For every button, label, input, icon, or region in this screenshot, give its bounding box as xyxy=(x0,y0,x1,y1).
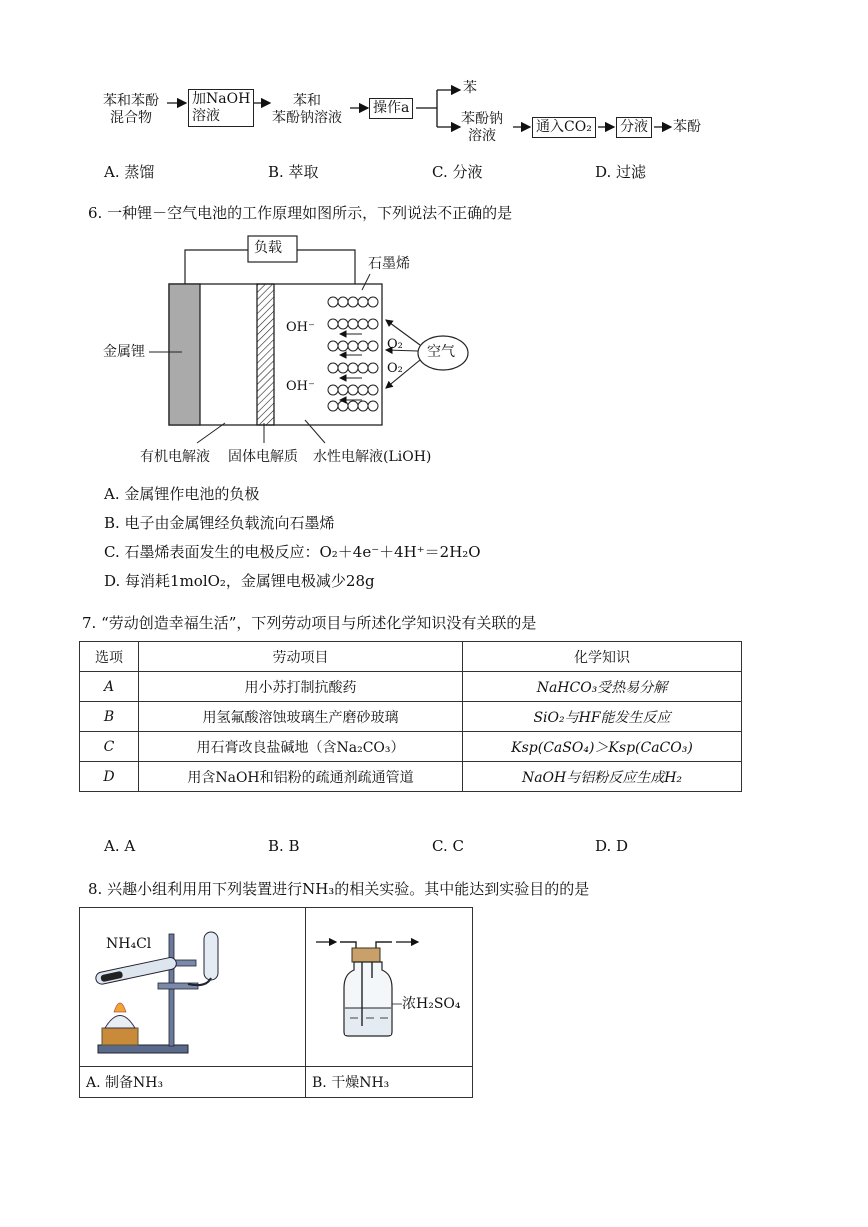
flow-box-co2: 通入CO₂ xyxy=(532,117,596,138)
flow-phenol-end: 苯酚 xyxy=(673,119,701,135)
q7-option-d[interactable]: D. D xyxy=(595,837,629,855)
row-knowledge: SiO₂与HF能发生反应 xyxy=(463,702,742,732)
q7-option-a[interactable]: A. A xyxy=(104,837,136,855)
q5-option-b[interactable]: B. 萃取 xyxy=(268,163,319,181)
aqueous-electrolyte-label: 水性电解液(LiOH) xyxy=(313,449,432,465)
q7-option-c[interactable]: C. C xyxy=(432,837,464,855)
row-labor: 用氢氟酸溶蚀玻璃生产磨砂玻璃 xyxy=(139,702,463,732)
organic-electrolyte-label: 有机电解液 xyxy=(140,449,210,465)
load-label: 负载 xyxy=(254,240,282,256)
flow-phenoxide-label: 苯酚钠 溶液 xyxy=(461,111,503,144)
caption-b[interactable]: B. 干燥NH₃ xyxy=(306,1067,473,1098)
metal-lithium-label: 金属锂 xyxy=(103,344,145,360)
flow-start-label: 苯和苯酚 混合物 xyxy=(103,93,159,126)
row-knowledge: NaHCO₃受热易分解 xyxy=(463,672,742,702)
o2-label-1: O₂ xyxy=(387,337,403,352)
air-label: 空气 xyxy=(427,344,455,360)
table-header-row xyxy=(80,642,742,672)
q7-table xyxy=(79,641,742,792)
q7-stem: 7. “劳动创造幸福生活”，下列劳动项目与所述化学知识没有关联的是 xyxy=(82,614,537,632)
table-row xyxy=(80,702,742,732)
caption-row xyxy=(80,1067,473,1098)
q5-option-a[interactable]: A. 蒸馏 xyxy=(104,163,155,181)
apparatus-a-cell[interactable] xyxy=(80,908,306,1067)
table-row xyxy=(80,672,742,702)
q6-option-c[interactable]: C. 石墨烯表面发生的电极反应：O₂＋4e⁻＋4H⁺＝2H₂O xyxy=(104,543,481,561)
row-labor: 用石膏改良盐碱地（含Na₂CO₃） xyxy=(139,732,463,762)
flow-benzene-out: 苯 xyxy=(463,80,477,96)
row-letter: C xyxy=(80,732,139,762)
flow-box-operation-a: 操作a xyxy=(369,98,413,119)
table-row xyxy=(80,732,742,762)
caption-a[interactable]: A. 制备NH₃ xyxy=(80,1067,306,1098)
oh-label-2: OH⁻ xyxy=(286,379,315,394)
q8-stem: 8. 兴趣小组利用用下列装置进行NH₃的相关实验。其中能达到实验目的的是 xyxy=(88,880,590,898)
conc-h2so4-label: 浓H₂SO₄ xyxy=(402,996,461,1012)
row-letter: A xyxy=(80,672,139,702)
flow-box-separate: 分液 xyxy=(616,117,652,138)
header-chem-knowledge: 化学知识 xyxy=(463,642,742,672)
q8-apparatus-table xyxy=(79,907,473,1098)
heating-apparatus-drawing xyxy=(80,908,305,1066)
row-labor: 用含NaOH和铝粉的疏通剂疏通管道 xyxy=(139,762,463,792)
q5-option-d[interactable]: D. 过滤 xyxy=(595,163,647,181)
header-option: 选项 xyxy=(80,642,139,672)
q6-option-d[interactable]: D. 每消耗1molO₂，金属锂电极减少28g xyxy=(104,572,375,590)
q6-option-b[interactable]: B. 电子由金属锂经负载流向石墨烯 xyxy=(104,514,335,532)
q5-option-c[interactable]: C. 分液 xyxy=(432,163,483,181)
apparatus-b-cell[interactable] xyxy=(306,908,473,1067)
q7-option-b[interactable]: B. B xyxy=(268,837,300,855)
gas-washing-bottle-drawing xyxy=(306,908,472,1066)
row-knowledge: NaOH与铝粉反应生成H₂ xyxy=(463,762,742,792)
row-letter: B xyxy=(80,702,139,732)
row-letter: D xyxy=(80,762,139,792)
flow-box-add-naoh: 加NaOH 溶液 xyxy=(188,89,254,127)
apparatus-row xyxy=(80,908,473,1067)
q6-stem: 6. 一种锂－空气电池的工作原理如图所示，下列说法不正确的是 xyxy=(88,204,513,222)
row-labor: 用小苏打制抗酸药 xyxy=(139,672,463,702)
table-row xyxy=(80,762,742,792)
row-knowledge: Ksp(CaSO₄)＞Ksp(CaCO₃) xyxy=(463,732,742,762)
flow-mid-label: 苯和 苯酚钠溶液 xyxy=(272,93,342,126)
q6-battery-diagram xyxy=(100,230,500,470)
flow-arrows xyxy=(0,0,868,150)
o2-label-2: O₂ xyxy=(387,361,403,376)
nh4cl-label: NH₄Cl xyxy=(106,936,152,952)
q5-flowchart xyxy=(0,0,868,150)
graphene-label: 石墨烯 xyxy=(368,256,410,272)
solid-electrolyte-label: 固体电解质 xyxy=(228,449,298,465)
oh-label-1: OH⁻ xyxy=(286,320,315,335)
header-labor-item: 劳动项目 xyxy=(139,642,463,672)
q6-option-a[interactable]: A. 金属锂作电池的负极 xyxy=(104,485,260,503)
